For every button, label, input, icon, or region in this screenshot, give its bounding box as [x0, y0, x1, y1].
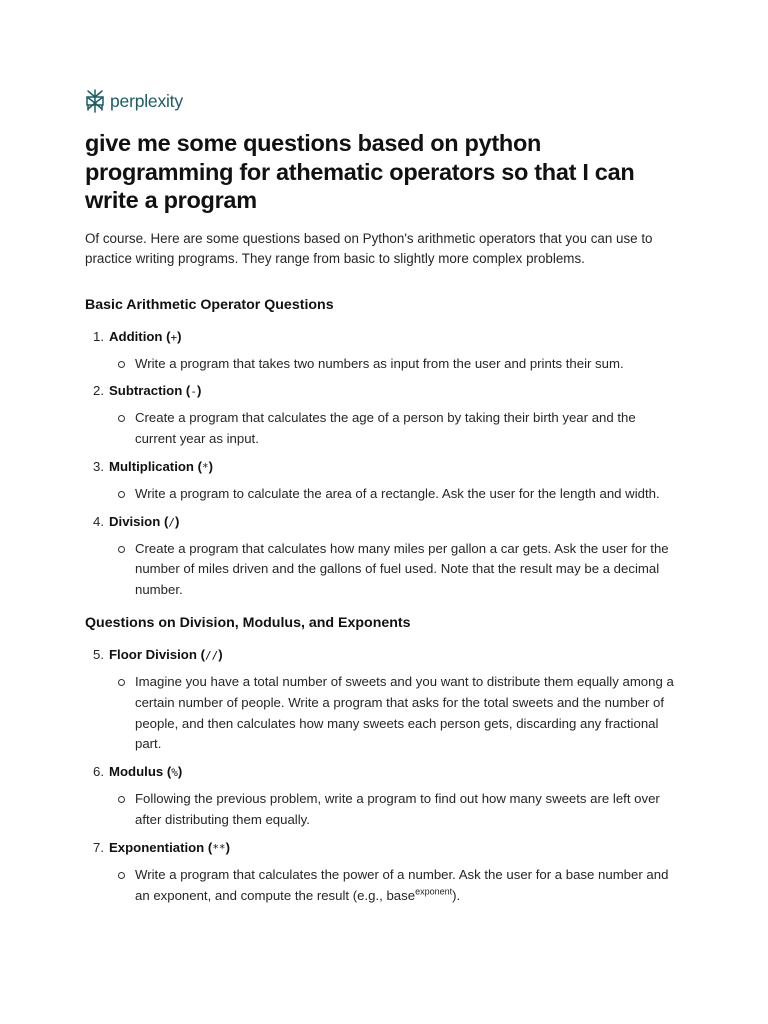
question-bullet-row [118, 672, 676, 755]
question-title [109, 327, 182, 347]
question-title-text: Floor Division ( [109, 647, 205, 663]
question-header [93, 645, 676, 665]
question-description-text: Create a program that calculates how many miles per gallon a car gets. Ask the user for the number of miles driven and the gallons of fuel used. Note that the result may be a decimal number. [135, 540, 669, 598]
question-section [85, 613, 676, 906]
question-item [85, 645, 676, 755]
question-item [85, 762, 676, 831]
question-section [85, 295, 676, 602]
question-item [85, 512, 676, 601]
question-bullet-row [118, 865, 676, 907]
question-header [93, 457, 676, 477]
question-number: 3. [93, 458, 104, 474]
question-header [93, 381, 676, 401]
question-description [135, 408, 676, 450]
question-title-text: Multiplication ( [109, 458, 203, 474]
question-title-close: ) [177, 328, 182, 344]
bullet-circle-icon [118, 796, 125, 803]
question-description [135, 672, 676, 755]
question-sections [85, 295, 676, 907]
question-bullet-row [118, 539, 676, 601]
question-item [85, 457, 676, 505]
question-number: 5. [93, 647, 104, 663]
brand-name: perplexity [110, 90, 183, 111]
question-title-close: ) [225, 839, 230, 855]
question-title [109, 381, 201, 401]
bullet-circle-icon [118, 415, 125, 422]
question-title-text: Exponentiation ( [109, 839, 213, 855]
section-heading: Basic Arithmetic Operator Questions [85, 296, 334, 313]
operator-symbol: // [204, 649, 219, 663]
question-bullet-row [118, 408, 676, 450]
question-description-text: Write a program that takes two numbers as input from the user and prints their sum. [135, 355, 624, 371]
question-title [109, 838, 230, 858]
question-description-text: Following the previous problem, write a program to find out how many sweets are left over after distributing them equally. [135, 791, 660, 828]
operator-symbol: - [190, 385, 197, 399]
question-description [135, 484, 660, 505]
question-description [135, 539, 676, 601]
question-header [93, 327, 676, 347]
question-title [109, 512, 179, 532]
question-title [109, 762, 182, 782]
bullet-circle-icon [118, 491, 125, 498]
question-header [93, 512, 676, 532]
question-description-text: Imagine you have a total number of sweets and you want to distribute them equally among a certain number of people. Write a program that asks for the total sweets and the number of people, and then calculates how many sweets each person gets, discarding any fractional part. [135, 674, 674, 752]
question-description-tail: ). [452, 887, 461, 903]
perplexity-logo-icon [85, 89, 105, 113]
bullet-circle-icon [118, 361, 125, 368]
question-title-close: ) [174, 513, 180, 529]
question-bullet-row [118, 789, 676, 831]
question-description [135, 865, 676, 907]
question-bullet-row [118, 354, 676, 375]
operator-symbol: * [202, 460, 209, 474]
bullet-circle-icon [118, 546, 125, 553]
operator-symbol: + [170, 330, 178, 344]
operator-symbol: / [168, 515, 175, 529]
question-title-close: ) [218, 647, 223, 663]
question-description [135, 789, 676, 831]
question-title [109, 457, 213, 477]
question-description [135, 354, 624, 375]
question-item [85, 327, 676, 375]
section-heading: Questions on Division, Modulus, and Exponents [85, 615, 411, 632]
bullet-circle-icon [118, 679, 125, 686]
operator-symbol: % [171, 766, 178, 780]
question-description-text: Write a program that calculates the power of a number. Ask the user for a base number and an exponent, and compute the result (e.g., base [135, 866, 669, 903]
question-number: 1. [93, 328, 104, 344]
question-number: 7. [93, 839, 104, 855]
question-header [93, 838, 676, 858]
question-number: 2. [93, 383, 104, 399]
question-number: 4. [93, 513, 104, 529]
intro-paragraph: Of course. Here are some questions based on Python's arithmetic operators that you can use to practice writing programs. They range from basic to slightly more complex problems. [85, 230, 653, 266]
question-description-text: Write a program to calculate the area of a rectangle. Ask the user for the length and width. [135, 485, 660, 501]
question-title-close: ) [177, 764, 183, 780]
question-title-text: Addition ( [109, 328, 171, 344]
question-description-text: Create a program that calculates the age of a person by taking their birth year and the current year as input. [135, 410, 636, 447]
question-number: 6. [93, 764, 104, 780]
question-title-text: Division ( [109, 513, 169, 529]
question-header [93, 762, 676, 782]
operator-symbol: ** [212, 841, 226, 855]
superscript-text: exponent [415, 886, 453, 897]
question-title-text: Modulus ( [109, 764, 172, 780]
page-title: give me some questions based on python programming for athematic operators so that I can write a program [85, 130, 635, 213]
question-bullet-row [118, 484, 676, 505]
question-item [85, 838, 676, 907]
question-title-close: ) [208, 458, 214, 474]
question-title-text: Subtraction ( [109, 383, 191, 399]
question-item [85, 381, 676, 450]
brand-header [85, 88, 676, 114]
question-title-close: ) [196, 383, 202, 399]
bullet-circle-icon [118, 872, 125, 879]
question-title [109, 645, 223, 665]
